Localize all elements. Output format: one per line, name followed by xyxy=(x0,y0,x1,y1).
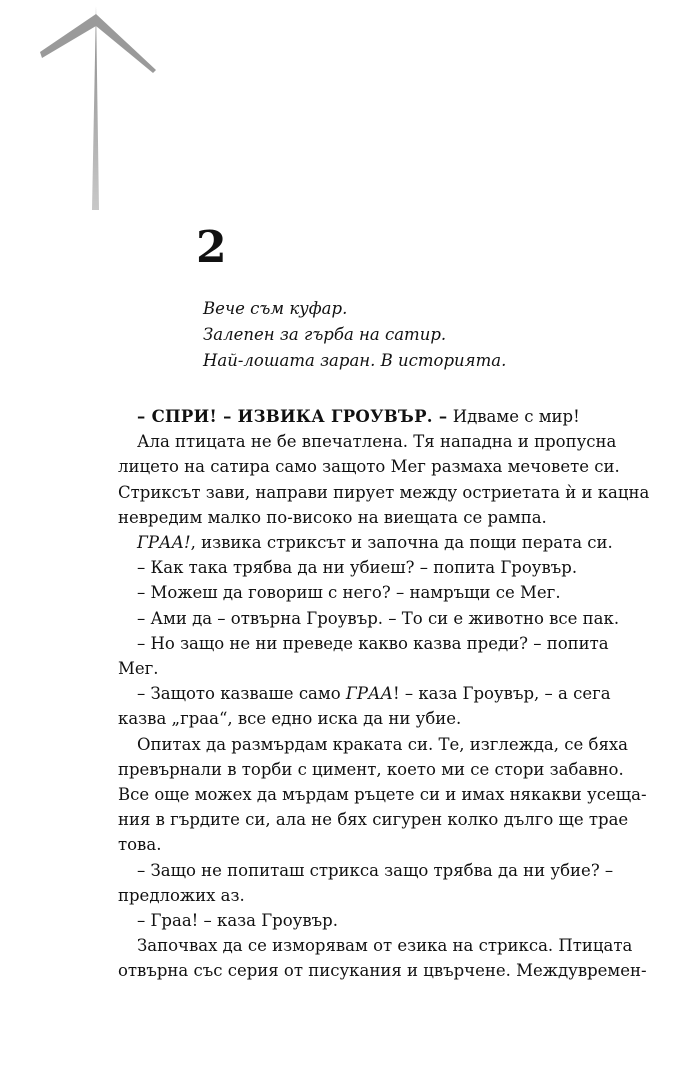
text-line xyxy=(118,807,629,832)
text-segment: това. xyxy=(118,835,162,855)
haiku-line: Залепен за гърба на сатир. xyxy=(203,325,447,344)
text-line xyxy=(118,454,620,479)
text-line xyxy=(118,656,583,681)
text-line xyxy=(118,530,613,555)
opening-rest: Идваме с мир! xyxy=(447,407,580,426)
text-line xyxy=(118,606,620,631)
text-segment: казва „граа“, все едно иска да ни убие. xyxy=(118,709,462,729)
text-line xyxy=(118,832,583,857)
body-text xyxy=(118,404,650,984)
text-segment: предложих аз. xyxy=(118,885,245,905)
text-segment: – Ами да – отвърна Гроувър. – То си е животно все пак. xyxy=(137,608,620,628)
text-segment: – Граа! – каза Гроувър. xyxy=(137,911,338,931)
text-segment: Ала птицата не бе впечатлена. Тя нападна и пропусна xyxy=(137,432,617,452)
italic-word: ГРАА xyxy=(345,684,393,704)
text-line xyxy=(118,933,633,958)
opening-line xyxy=(118,404,583,429)
text-segment: Започвах да се изморявам от езика на стрикса. Птицата xyxy=(137,936,633,956)
text-segment: ния в гърдите си, ала не бях сигурен колко дълго ще трае xyxy=(118,810,629,830)
text-line xyxy=(118,681,611,706)
text-segment: отвърна със серия от писукания и цвърчене. Междувремен- xyxy=(118,961,647,981)
text-segment: – Можеш да говориш с него? – намръщи се Мег. xyxy=(137,583,561,603)
haiku-epigraph xyxy=(203,296,506,374)
italic-word: ГРАА! xyxy=(137,533,191,553)
text-line xyxy=(118,732,628,757)
text-segment: Мег. xyxy=(118,659,159,679)
text-segment: – Защо не попиташ стрикса защо трябва да ни убие? – xyxy=(137,860,614,880)
text-line xyxy=(118,555,583,580)
text-segment: – Но защо не ни преведе какво казва преди? – попита xyxy=(137,633,609,653)
chapter-number: 2 xyxy=(196,222,227,273)
text-segment: ! – каза Гроувър, – а сега xyxy=(392,684,611,704)
text-line xyxy=(118,480,650,505)
chapter-ornament-icon xyxy=(40,0,160,215)
text-segment: превърнали в торби с цимент, което ми се стори забавно. xyxy=(118,759,624,779)
text-segment: – Как така трябва да ни убиеш? – попита Гроувър. xyxy=(137,558,578,578)
text-line xyxy=(118,706,583,731)
opening-caps: – СПРИ! – ИЗВИКА ГРОУВЪР. – xyxy=(137,407,448,426)
text-line xyxy=(118,580,583,605)
text-segment: лицето на сатира само защото Мег размаха мечовете си. xyxy=(118,457,620,477)
text-segment: Опитах да размърдам краката си. Те, изглежда, се бяха xyxy=(137,734,628,754)
haiku-line: Най-лошата заран. В историята. xyxy=(203,351,507,370)
text-line xyxy=(118,858,614,883)
text-line xyxy=(118,958,647,983)
text-line xyxy=(118,782,647,807)
text-segment: Все още можех да мърдам ръцете си и имах някакви усеща- xyxy=(118,785,647,805)
text-segment: , извика стриксът и започна да пощи перата си. xyxy=(190,533,613,553)
text-line xyxy=(118,908,583,933)
text-line xyxy=(118,757,624,782)
text-line xyxy=(118,429,617,454)
text-segment: Стриксът зави, направи пирует между остриетата ѝ и кацна xyxy=(118,482,650,502)
haiku-line: Вече съм куфар. xyxy=(203,299,348,318)
text-segment: – Защото казваше само xyxy=(137,684,346,704)
text-line xyxy=(118,883,583,908)
text-line xyxy=(118,505,583,530)
text-segment: невредим малко по-високо на виещата се рампа. xyxy=(118,507,547,527)
text-line xyxy=(118,631,609,656)
